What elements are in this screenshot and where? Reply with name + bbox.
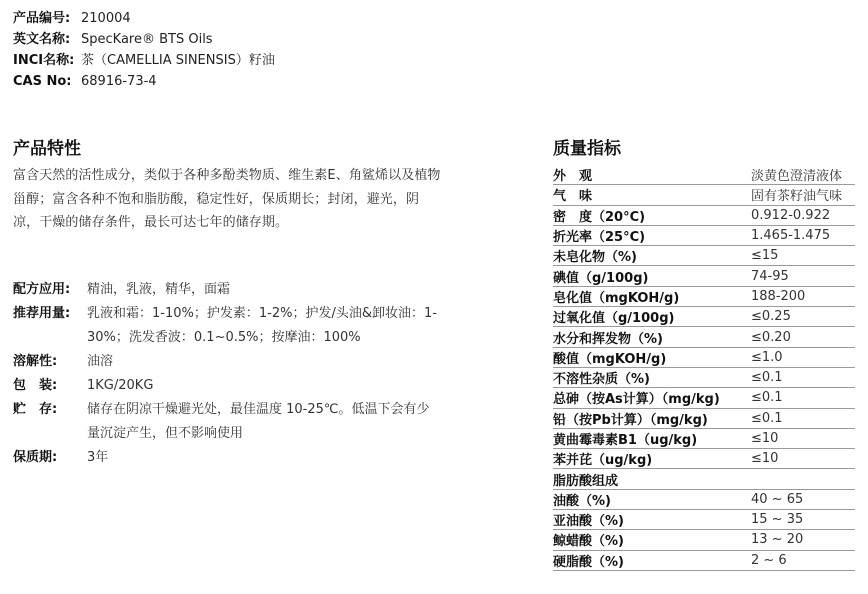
product-code-row	[13, 8, 275, 29]
english-name-value: SpecKare® BTS Oils	[81, 32, 213, 47]
quality-item: 未皂化物（%)	[553, 246, 751, 266]
quality-group-header: 脂肪酸组成	[553, 469, 751, 489]
features-title: 产品特性	[13, 139, 81, 159]
product-code-value: 210004	[81, 11, 131, 26]
english-name-label: 英文名称:	[13, 32, 71, 47]
table-row	[553, 246, 855, 266]
quality-value: ≤0.1	[751, 408, 855, 428]
quality-value: 15 ~ 35	[751, 510, 855, 530]
quality-item: 皂化值（mgKOH/g)	[553, 286, 751, 306]
quality-item: 硬脂酸（%)	[553, 550, 751, 570]
property-label: 贮 存:	[13, 402, 58, 417]
quality-value: 0.912-0.922	[751, 205, 855, 225]
quality-item: 黄曲霉毒素B1（ug/kg)	[553, 428, 751, 448]
property-row-packaging	[13, 374, 437, 398]
quality-item: 不溶性杂质（%)	[553, 367, 751, 387]
quality-item: 铅（按Pb计算）（mg/kg)	[553, 408, 751, 428]
table-row	[553, 530, 855, 550]
quality-value: 淡黄色澄清液体	[751, 165, 855, 185]
quality-value: ≤10	[751, 428, 855, 448]
quality-value: ≤0.25	[751, 307, 855, 327]
quality-item: 亚油酸（%)	[553, 510, 751, 530]
property-value: 乳液和霜：1-10%；护发素：1-2%；护发/头油&卸妆油：1-30%；洗发香波：0.1~0.5%；按摩油：100%	[87, 306, 437, 345]
quality-item: 鲸蜡酸（%)	[553, 530, 751, 550]
property-label: 推荐用量:	[13, 306, 71, 321]
property-value: 3年	[87, 450, 109, 465]
property-row-storage	[13, 398, 437, 446]
table-row	[553, 550, 855, 570]
quality-item: 水分和挥发物（%)	[553, 327, 751, 347]
table-row	[553, 489, 855, 509]
table-row	[553, 449, 855, 469]
quality-value: 74-95	[751, 266, 855, 286]
table-row	[553, 307, 855, 327]
table-row	[553, 286, 855, 306]
cas-number-value: 68916-73-4	[81, 74, 157, 89]
quality-title: 质量指标	[553, 139, 621, 159]
inci-name-label: INCI名称:	[13, 53, 75, 68]
property-row-solubility	[13, 350, 437, 374]
quality-item: 碘值（g/100g)	[553, 266, 751, 286]
property-row-dosage	[13, 302, 437, 350]
quality-value: ≤0.1	[751, 388, 855, 408]
quality-value: 40 ~ 65	[751, 489, 855, 509]
quality-value: ≤0.20	[751, 327, 855, 347]
table-row	[553, 388, 855, 408]
table-row	[553, 469, 855, 489]
table-row	[553, 225, 855, 245]
quality-value	[751, 469, 855, 489]
table-row	[553, 165, 855, 185]
inci-name-value: 茶（CAMELLIA SINENSIS）籽油	[81, 53, 275, 68]
property-value: 油溶	[87, 354, 114, 369]
quality-item: 过氧化值（g/100g)	[553, 307, 751, 327]
property-label: 包 装:	[13, 378, 58, 393]
property-label: 保质期:	[13, 450, 58, 465]
quality-value: ≤15	[751, 246, 855, 266]
table-row	[553, 367, 855, 387]
quality-item: 总砷（按As计算）（mg/kg)	[553, 388, 751, 408]
quality-value: 2 ~ 6	[751, 550, 855, 570]
quality-item: 外 观	[553, 165, 751, 185]
quality-value: ≤0.1	[751, 367, 855, 387]
table-row	[553, 185, 855, 205]
quality-item: 气 味	[553, 185, 751, 205]
quality-value: 1.465-1.475	[751, 225, 855, 245]
table-row	[553, 205, 855, 225]
product-header	[13, 8, 275, 92]
quality-value: 固有茶籽油气味	[751, 185, 855, 205]
table-row	[553, 428, 855, 448]
product-code-label: 产品编号:	[13, 11, 71, 26]
quality-table	[553, 165, 855, 571]
english-name-row	[13, 29, 275, 50]
features-description: 富含天然的活性成分，类似于各种多酚类物质、维生素E、角鲨烯以及植物甾醇；富含各种不饱和脂肪酸，稳定性好，保质期长；封闭，避光，阴凉，干燥的储存条件，最长可达七年的储存期。	[13, 168, 441, 230]
quality-item: 苯并芘（ug/kg)	[553, 449, 751, 469]
quality-item: 油酸（%)	[553, 489, 751, 509]
table-row	[553, 266, 855, 286]
table-row	[553, 347, 855, 367]
property-value: 储存在阴凉干燥避光处，最佳温度 10-25℃。低温下会有少量沉淀产生，但不影响使用	[87, 402, 430, 441]
quality-value: ≤1.0	[751, 347, 855, 367]
property-value: 1KG/20KG	[87, 378, 154, 393]
property-row-shelf-life	[13, 446, 437, 470]
property-value: 精油，乳液，精华，面霜	[87, 282, 231, 297]
property-row-application	[13, 278, 437, 302]
property-label: 配方应用:	[13, 282, 71, 297]
cas-number-label: CAS No:	[13, 74, 72, 89]
quality-value: ≤10	[751, 449, 855, 469]
table-row	[553, 327, 855, 347]
property-label: 溶解性:	[13, 354, 58, 369]
cas-number-row	[13, 71, 275, 92]
quality-item: 酸值（mgKOH/g)	[553, 347, 751, 367]
quality-value: 13 ~ 20	[751, 530, 855, 550]
quality-value: 188-200	[751, 286, 855, 306]
table-row	[553, 408, 855, 428]
quality-item: 密 度（20°C)	[553, 205, 751, 225]
quality-item: 折光率（25°C)	[553, 225, 751, 245]
properties-list	[13, 278, 437, 470]
inci-name-row	[13, 50, 275, 71]
table-row	[553, 510, 855, 530]
